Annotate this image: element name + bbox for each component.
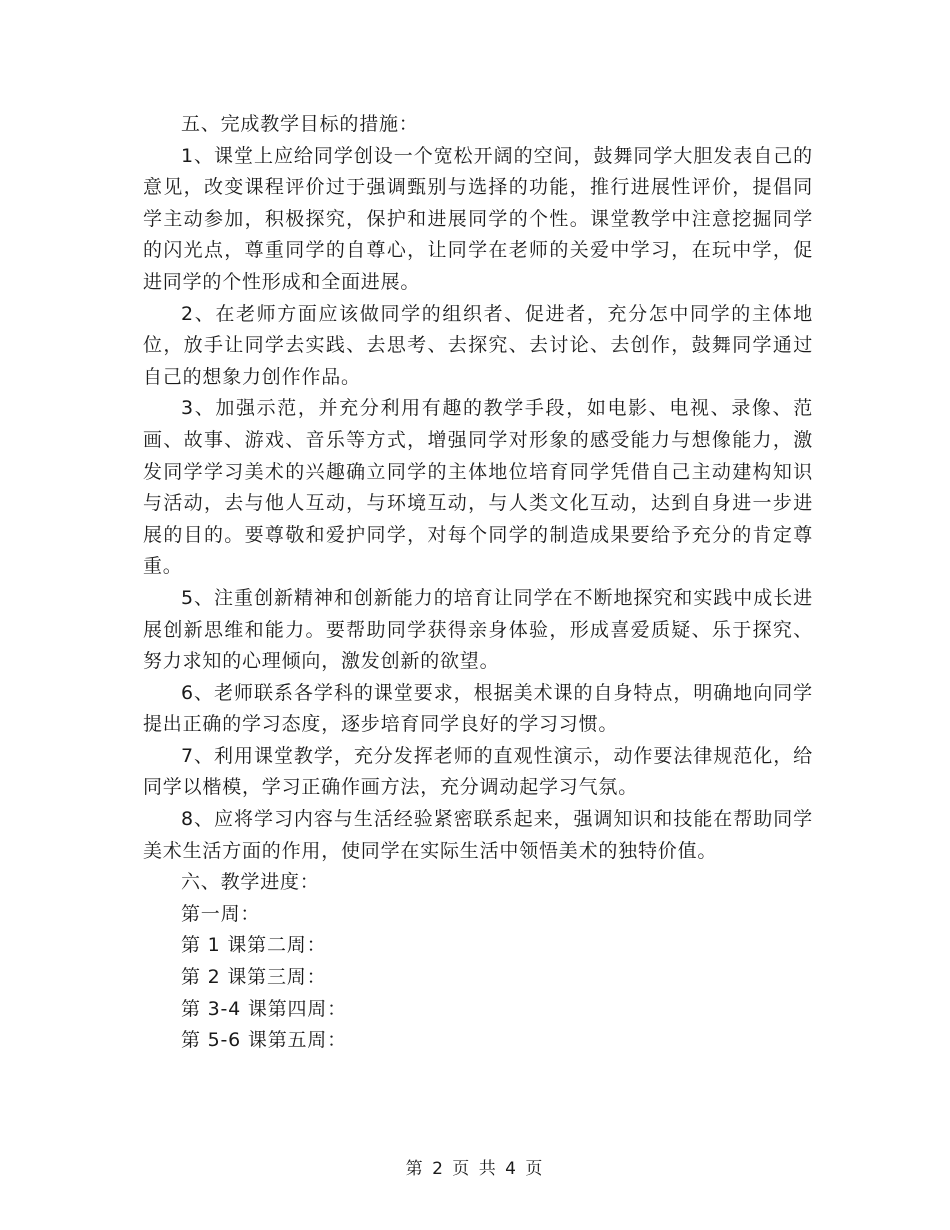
measure-paragraph-1: 1、课堂上应给同学创设一个宽松开阔的空间，鼓舞同学大胆发表自己的意见，改变课程评价过于强调甄别与选择的功能，推行进展性评价，提倡同学主动参加，积极探究，保护和进展同学的个性。课堂教学中注意挖掘同学的闪光点，尊重同学的自尊心，让同学在老师的关爱中学习，在玩中学，促进同学的个性形成和全面进展。 <box>143 144 813 293</box>
measure-paragraph-5: 5、注重创新精神和创新能力的培育让同学在不断地探究和实践中成长进展创新思维和能力。要帮助同学获得亲身体验，形成喜爱质疑、乐于探究、努力求知的心理倾向，激发创新的欲望。 <box>143 586 813 673</box>
schedule-line-2: 第 1 课第二周： <box>181 934 327 957</box>
measure-paragraph-3: 3、加强示范，并充分利用有趣的教学手段，如电影、电视、录像、范画、故事、游戏、音乐等方式，增强同学对形象的感受能力与想像能力，激发同学学习美术的兴趣确立同学的主体地位培育同学凭借自己主动建构知识与活动，去与他人互动，与环境互动，与人类文化互动，达到自身进一步进展的目的。要尊敬和爱护同学，对每个同学的制造成果要给予充分的肯定尊重。 <box>143 397 813 578</box>
section-6-title: 六、教学进度： <box>181 871 320 894</box>
document-body <box>143 109 813 1057</box>
schedule-line-1: 第一周： <box>181 902 261 925</box>
schedule-line-4: 第 3-4 课第四周： <box>181 997 347 1020</box>
measure-paragraph-8: 8、应将学习内容与生活经验紧密联系起来，强调知识和技能在帮助同学美术生活方面的作用，使同学在实际生活中领悟美术的独特价值。 <box>143 808 813 862</box>
measure-paragraph-7: 7、利用课堂教学，充分发挥老师的直观性演示，动作要法律规范化，给同学以楷模，学习正确作画方法，充分调动起学习气氛。 <box>143 744 813 799</box>
page-number-footer: 第 2 页 共 4 页 <box>405 1159 545 1179</box>
section-5-title: 五、完成教学目标的措施： <box>181 113 419 135</box>
schedule-line-5: 第 5-6 课第五周： <box>181 1029 347 1052</box>
measure-paragraph-2: 2、在老师方面应该做同学的组织者、促进者，充分怎中同学的主体地位，放手让同学去实践、去思考、去探究、去讨论、去创作，鼓舞同学通过自己的想象力创作作品。 <box>143 302 813 388</box>
measure-paragraph-6: 6、老师联系各学科的课堂要求，根据美术课的自身特点，明确地向同学提出正确的学习态度，逐步培育同学良好的学习习惯。 <box>143 681 813 736</box>
schedule-line-3: 第 2 课第三周： <box>181 966 327 989</box>
